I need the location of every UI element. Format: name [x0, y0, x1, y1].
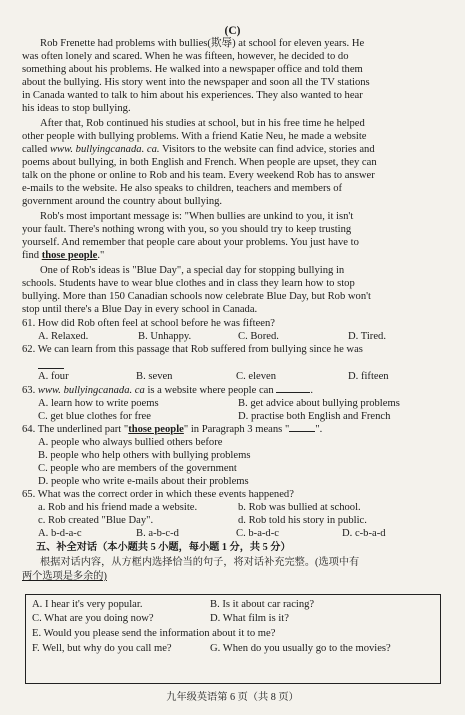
option: D. Tired. [348, 331, 386, 342]
passage-line: bullying. More than 150 Canadian schools now celebrate Blue Day, but Rob won't [22, 291, 371, 302]
option: A. four [38, 371, 69, 382]
passage-line: After that, Rob continued his studies at school, but in his free time he helped [40, 118, 365, 129]
passage-line: your fault. There's nothing wrong with you, so you should try to keep trusting [22, 224, 352, 235]
box-option: D. What film is it? [210, 613, 289, 624]
option: A. learn how to write poems [38, 398, 159, 409]
option: B. Unhappy. [138, 331, 192, 342]
option: B. a-b-c-d [136, 528, 179, 539]
option: B. seven [136, 371, 173, 382]
passage-line: something about his problems. He walked into a newspaper office and told them [22, 64, 363, 75]
passage-line: Rob's most important message is: "When bullies are unkind to you, it isn't [40, 211, 354, 222]
section-5-title: 五、补全对话（本小题共 5 小题，每小题 1 分，共 5 分） [36, 542, 291, 553]
box-option: G. When do you usually go to the movies? [210, 643, 391, 654]
answer-blank [38, 368, 64, 369]
page-footer: 九年级英语第 6 页（共 8 页） [166, 692, 299, 703]
section-5-instructions: 两个选项是多余的) [22, 571, 107, 582]
passage-line: find those people." [22, 250, 105, 261]
passage-line: called www. bullyingcanada. ca. Visitors to the website can find advice, stories and [22, 144, 375, 155]
option: C. get blue clothes for free [38, 411, 151, 422]
option: D. fifteen [348, 371, 389, 382]
question-65: 65. What was the correct order in which these events happened? [22, 489, 294, 500]
event-item: a. Rob and his friend made a website. [38, 502, 198, 513]
passage-line: was often lonely and scared. When he was fifteen, however, he decided to do [22, 51, 349, 62]
website-name: www. bullyingcanada. ca [37, 385, 145, 396]
question-64: 64. The underlined part "those people" in Paragraph 3 means " ". [22, 424, 323, 435]
question-62: 62. We can learn from this passage that Rob suffered from bullying since he was [22, 344, 363, 355]
box-option: E. Would you please send the information about it to me? [32, 628, 276, 639]
passage-line: government around the country about bullying. [22, 196, 223, 207]
passage-line: about the bullying. His story went into the newspaper and soon all the TV stations [22, 77, 370, 88]
passage-line: his ideas to stop bullying. [22, 103, 131, 114]
option: C. people who are members of the government [38, 463, 237, 474]
section-5-instructions: 根据对话内容，从方框内选择恰当的句子，将对话补充完整。(选项中有 [40, 557, 360, 568]
option: D. practise both English and French [238, 411, 391, 422]
event-item: b. Rob was bullied at school. [238, 502, 361, 513]
box-option: F. Well, but why do you call me? [32, 643, 172, 654]
passage-line: talk on the phone or online to Rob and his team. Every weekend Rob has to answer [22, 170, 375, 181]
website-name: www. bullyingcanada. ca. [49, 144, 160, 155]
option: D. c-b-a-d [342, 528, 386, 539]
passage-line: schools. Students have to wear blue clothes and in class they learn how to stop [22, 278, 355, 289]
option: B. people who help others with bullying problems [38, 450, 251, 461]
passage-line: poems about bullying, in both English and French. When people are upset, they can [22, 157, 377, 168]
passage-line: yourself. And remember that people care about your problems. You just have to [22, 237, 359, 248]
option: D. people who write e-mails about their problems [38, 476, 249, 487]
passage-line: in Canada wanted to talk to him about his experiences. They also wanted to hear [22, 90, 363, 101]
option: A. Relaxed. [38, 331, 89, 342]
option: A. people who always bullied others before [38, 437, 223, 448]
box-option: C. What are you doing now? [32, 613, 154, 624]
option: C. eleven [236, 371, 277, 382]
question-61: 61. How did Rob often feel at school before he was fifteen? [22, 318, 275, 329]
answer-blank [276, 392, 310, 393]
answer-blank [289, 431, 315, 432]
option: C. Bored. [238, 331, 279, 342]
option: B. get advice about bullying problems [238, 398, 400, 409]
passage-line: stop until there's a Blue Day in every school in Canada. [22, 304, 258, 315]
passage-line: One of Rob's ideas is "Blue Day", a special day for stopping bullying in [40, 265, 345, 276]
underlined-phrase: those people [41, 250, 98, 261]
box-option: B. Is it about car racing? [210, 599, 315, 610]
question-63: 63. www. bullyingcanada. ca is a website where people can . [22, 385, 313, 396]
option: A. b-d-a-c [38, 528, 82, 539]
passage-line: e-mails to the website. He also speaks to children, teachers and members of [22, 183, 343, 194]
section-label: (C) [224, 25, 241, 37]
option: C. b-a-d-c [236, 528, 279, 539]
passage-line: other people with bullying problems. With a friend Katie Neu, he made a website [22, 131, 367, 142]
box-option: A. I hear it's very popular. [32, 599, 143, 610]
event-item: d. Rob told his story in public. [238, 515, 367, 526]
passage-line: Rob Frenette had problems with bullies(欺辱) at school for eleven years. He [40, 38, 365, 49]
event-item: c. Rob created "Blue Day". [38, 515, 154, 526]
